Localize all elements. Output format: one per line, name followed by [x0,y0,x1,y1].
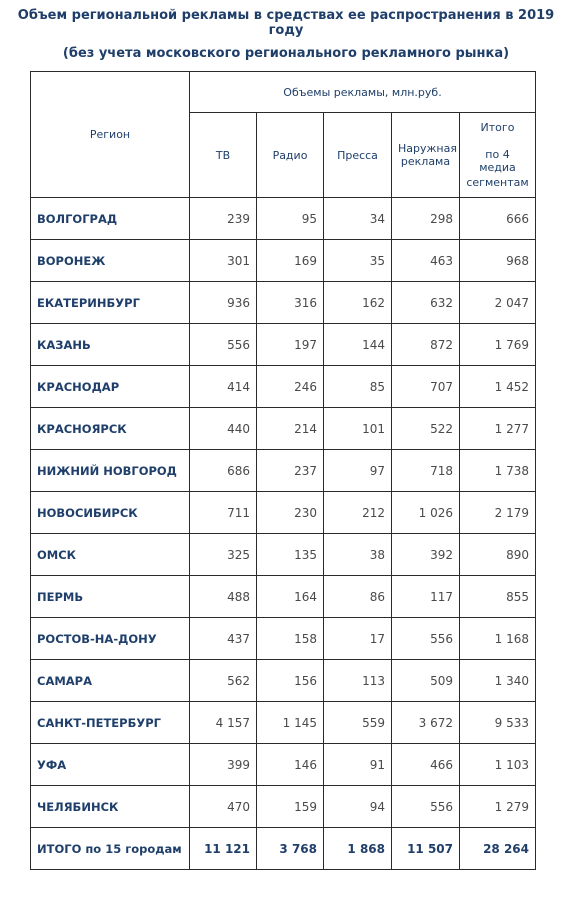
press-cell: 144 [324,324,392,366]
tv-cell: 562 [190,660,257,702]
radio-cell: 316 [257,282,324,324]
total-cell: 1 279 [460,786,536,828]
ad-volume-table [30,71,536,870]
tv-cell: 4 157 [190,702,257,744]
outdoor-cell: 707 [392,366,460,408]
page-title: Объем региональной рекламы в средствах ее распространения в 2019 году [17,8,555,38]
outdoor-cell: 1 026 [392,492,460,534]
press-cell: 97 [324,450,392,492]
tv-cell: 686 [190,450,257,492]
tv-cell: 239 [190,198,257,240]
press-cell: 94 [324,786,392,828]
tv-cell: 325 [190,534,257,576]
total-cell: 855 [460,576,536,618]
press-cell: 91 [324,744,392,786]
total-cell: 1 277 [460,408,536,450]
table-row [31,702,536,744]
table-row [31,366,536,408]
radio-cell: 237 [257,450,324,492]
total-cell: 1 340 [460,660,536,702]
totals-label: ИТОГО по 15 городам [31,828,190,870]
total-cell: 9 533 [460,702,536,744]
radio-cell: 146 [257,744,324,786]
press-cell: 212 [324,492,392,534]
tv-cell: 399 [190,744,257,786]
total-cell: 1 103 [460,744,536,786]
tv-cell: 470 [190,786,257,828]
outdoor-cell: 718 [392,450,460,492]
region-cell: НИЖНИЙ НОВГОРОД [31,450,190,492]
header-outdoor [392,113,460,198]
region-cell: УФА [31,744,190,786]
header-total [460,113,536,198]
tv-cell: 437 [190,618,257,660]
tv-cell: 301 [190,240,257,282]
outdoor-cell: 298 [392,198,460,240]
press-cell: 35 [324,240,392,282]
outdoor-cell: 117 [392,576,460,618]
header-ad-volume-group: Объемы рекламы, млн.руб. [190,72,536,113]
press-cell: 101 [324,408,392,450]
table-row [31,408,536,450]
radio-cell: 95 [257,198,324,240]
outdoor-cell: 632 [392,282,460,324]
tv-cell: 440 [190,408,257,450]
totals-press: 1 868 [324,828,392,870]
total-cell: 1 168 [460,618,536,660]
total-cell: 968 [460,240,536,282]
table-row [31,324,536,366]
total-cell: 1 738 [460,450,536,492]
header-total-line3: сегментам [466,176,529,189]
region-cell: НОВОСИБИРСК [31,492,190,534]
table-row [31,492,536,534]
totals-total: 28 264 [460,828,536,870]
region-cell: КРАСНОДАР [31,366,190,408]
press-cell: 113 [324,660,392,702]
region-cell: КРАСНОЯРСК [31,408,190,450]
region-cell: ЕКАТЕРИНБУРГ [31,282,190,324]
region-cell: ПЕРМЬ [31,576,190,618]
outdoor-cell: 522 [392,408,460,450]
outdoor-cell: 556 [392,786,460,828]
table-row [31,450,536,492]
table-row [31,576,536,618]
region-cell: РОСТОВ-НА-ДОНУ [31,618,190,660]
radio-cell: 156 [257,660,324,702]
press-cell: 38 [324,534,392,576]
tv-cell: 936 [190,282,257,324]
table-row [31,282,536,324]
table-row [31,198,536,240]
radio-cell: 164 [257,576,324,618]
total-cell: 890 [460,534,536,576]
region-cell: ВОРОНЕЖ [31,240,190,282]
header-outdoor-line1: Наружная [398,142,457,155]
outdoor-cell: 556 [392,618,460,660]
tv-cell: 414 [190,366,257,408]
header-total-line2: по 4 медиа [479,148,516,174]
radio-cell: 1 145 [257,702,324,744]
outdoor-cell: 392 [392,534,460,576]
totals-radio: 3 768 [257,828,324,870]
radio-cell: 159 [257,786,324,828]
radio-cell: 230 [257,492,324,534]
tv-cell: 711 [190,492,257,534]
radio-cell: 197 [257,324,324,366]
totals-outdoor: 11 507 [392,828,460,870]
outdoor-cell: 509 [392,660,460,702]
press-cell: 17 [324,618,392,660]
outdoor-cell: 463 [392,240,460,282]
press-cell: 162 [324,282,392,324]
table-row [31,534,536,576]
region-cell: КАЗАНЬ [31,324,190,366]
region-cell: САНКТ-ПЕТЕРБУРГ [31,702,190,744]
radio-cell: 214 [257,408,324,450]
header-press: Пресса [324,113,392,198]
outdoor-cell: 3 672 [392,702,460,744]
table-row [31,618,536,660]
press-cell: 86 [324,576,392,618]
total-cell: 1 452 [460,366,536,408]
header-radio: Радио [257,113,324,198]
table-row [31,660,536,702]
radio-cell: 169 [257,240,324,282]
total-cell: 2 047 [460,282,536,324]
region-cell: САМАРА [31,660,190,702]
header-tv: ТВ [190,113,257,198]
region-cell: ОМСК [31,534,190,576]
table-row [31,744,536,786]
total-cell: 666 [460,198,536,240]
header-total-line1: Итого [480,121,515,134]
radio-cell: 158 [257,618,324,660]
totals-tv: 11 121 [190,828,257,870]
radio-cell: 135 [257,534,324,576]
total-cell: 1 769 [460,324,536,366]
totals-row [31,828,536,870]
total-cell: 2 179 [460,492,536,534]
page-subtitle: (без учета московского регионального рекламного рынка) [62,46,510,61]
tv-cell: 488 [190,576,257,618]
press-cell: 85 [324,366,392,408]
table-row [31,786,536,828]
outdoor-cell: 872 [392,324,460,366]
header-outdoor-line2: реклама [400,155,451,168]
table-body [31,198,536,870]
region-cell: ЧЕЛЯБИНСК [31,786,190,828]
header-region: Регион [31,72,190,198]
press-cell: 559 [324,702,392,744]
tv-cell: 556 [190,324,257,366]
table-row [31,240,536,282]
region-cell: ВОЛГОГРАД [31,198,190,240]
press-cell: 34 [324,198,392,240]
radio-cell: 246 [257,366,324,408]
outdoor-cell: 466 [392,744,460,786]
